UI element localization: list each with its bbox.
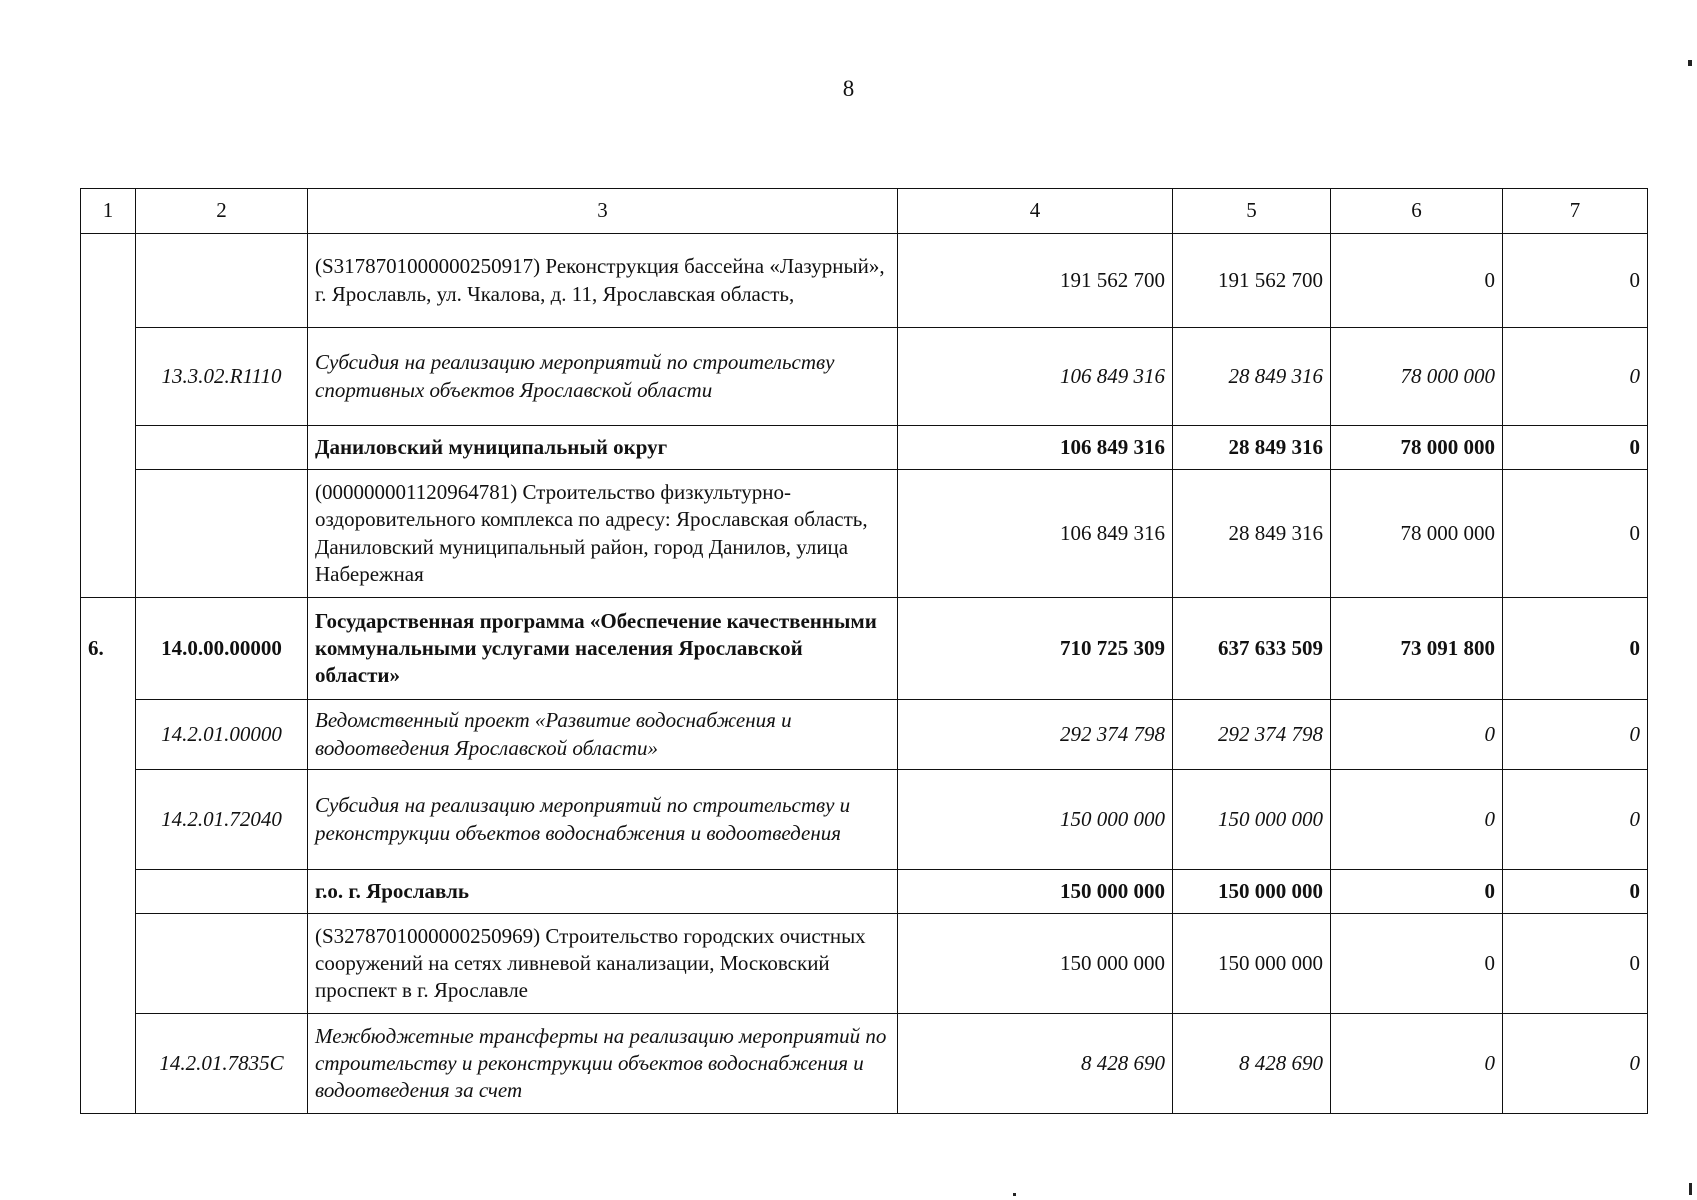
table-row — [81, 426, 1648, 470]
row-index-cell: 6. — [81, 598, 136, 700]
row-code-cell — [136, 870, 308, 914]
header-col-7: 7 — [1503, 189, 1648, 234]
row-col5-cell: 292 374 798 — [1173, 700, 1331, 770]
row-col4-cell: 106 849 316 — [898, 328, 1173, 426]
row-col4-cell: 106 849 316 — [898, 470, 1173, 598]
row-col6-cell: 78 000 000 — [1331, 328, 1503, 426]
table-row — [81, 598, 1648, 700]
header-col-2: 2 — [136, 189, 308, 234]
table-row — [81, 914, 1648, 1014]
row-code-cell: 14.0.00.00000 — [136, 598, 308, 700]
budget-table — [80, 188, 1648, 1114]
row-index-cell — [81, 870, 136, 914]
row-col5-cell: 8 428 690 — [1173, 1014, 1331, 1114]
scan-mark — [1689, 1183, 1692, 1195]
row-index-cell — [81, 914, 136, 1014]
row-col4-cell: 292 374 798 — [898, 700, 1173, 770]
row-code-cell: 14.2.01.00000 — [136, 700, 308, 770]
table-row — [81, 870, 1648, 914]
row-col6-cell: 0 — [1331, 870, 1503, 914]
row-col7-cell: 0 — [1503, 770, 1648, 870]
row-col5-cell: 28 849 316 — [1173, 426, 1331, 470]
row-code-cell: 13.3.02.R1110 — [136, 328, 308, 426]
table-row — [81, 770, 1648, 870]
row-col6-cell: 78 000 000 — [1331, 426, 1503, 470]
row-col6-cell: 0 — [1331, 914, 1503, 1014]
row-col6-cell: 0 — [1331, 1014, 1503, 1114]
row-col6-cell: 0 — [1331, 700, 1503, 770]
row-index-cell — [81, 700, 136, 770]
row-col5-cell: 150 000 000 — [1173, 770, 1331, 870]
scan-mark — [1013, 1193, 1016, 1196]
row-col4-cell: 150 000 000 — [898, 870, 1173, 914]
row-index-cell — [81, 234, 136, 328]
header-col-3: 3 — [308, 189, 898, 234]
row-col7-cell: 0 — [1503, 914, 1648, 1014]
row-col4-cell: 106 849 316 — [898, 426, 1173, 470]
row-name-cell: Государственная программа «Обеспечение качественными коммунальными услугами населения Ярославской области» — [308, 598, 898, 700]
row-col7-cell: 0 — [1503, 700, 1648, 770]
row-col7-cell: 0 — [1503, 234, 1648, 328]
row-col4-cell: 8 428 690 — [898, 1014, 1173, 1114]
table-row — [81, 700, 1648, 770]
row-col5-cell: 191 562 700 — [1173, 234, 1331, 328]
table-row — [81, 1014, 1648, 1114]
row-name-cell: Субсидия на реализацию мероприятий по строительству спортивных объектов Ярославской области — [308, 328, 898, 426]
row-index-cell — [81, 328, 136, 426]
row-name-cell: Ведомственный проект «Развитие водоснабжения и водоотведения Ярославской области» — [308, 700, 898, 770]
row-col7-cell: 0 — [1503, 598, 1648, 700]
row-code-cell: 14.2.01.72040 — [136, 770, 308, 870]
table-row — [81, 328, 1648, 426]
row-name-cell: Даниловский муниципальный округ — [308, 426, 898, 470]
row-col4-cell: 150 000 000 — [898, 770, 1173, 870]
row-col5-cell: 150 000 000 — [1173, 870, 1331, 914]
row-name-cell: Субсидия на реализацию мероприятий по строительству и реконструкции объектов водоснабжения и водоотведения — [308, 770, 898, 870]
header-col-6: 6 — [1331, 189, 1503, 234]
row-name-cell: Межбюджетные трансферты на реализацию мероприятий по строительству и реконструкции объектов водоснабжения и водоотведения за счет — [308, 1014, 898, 1114]
row-name-cell: (S3178701000000250917) Реконструкция бассейна «Лазурный», г. Ярославль, ул. Чкалова, д. 11, Ярославская область, — [308, 234, 898, 328]
row-code-cell — [136, 914, 308, 1014]
row-col6-cell: 73 091 800 — [1331, 598, 1503, 700]
scan-mark — [1688, 60, 1692, 66]
row-name-cell: (000000001120964781) Строительство физкультурно-оздоровительного комплекса по адресу: Ярославская область, Даниловский муниципальный район, город Данилов, улица Набережная — [308, 470, 898, 598]
row-col4-cell: 191 562 700 — [898, 234, 1173, 328]
row-name-cell: (S3278701000000250969) Строительство городских очистных сооружений на сетях ливневой канализации, Московский проспект в г. Ярославле — [308, 914, 898, 1014]
row-index-cell — [81, 470, 136, 598]
page-number: 8 — [842, 76, 855, 101]
row-col5-cell: 28 849 316 — [1173, 470, 1331, 598]
table-row — [81, 234, 1648, 328]
row-index-cell — [81, 1014, 136, 1114]
row-code-cell — [136, 234, 308, 328]
header-col-4: 4 — [898, 189, 1173, 234]
row-col4-cell: 710 725 309 — [898, 598, 1173, 700]
row-code-cell — [136, 426, 308, 470]
row-col6-cell: 0 — [1331, 770, 1503, 870]
header-row — [81, 189, 1648, 234]
row-col5-cell: 150 000 000 — [1173, 914, 1331, 1014]
row-index-cell — [81, 770, 136, 870]
row-col6-cell: 0 — [1331, 234, 1503, 328]
row-col6-cell: 78 000 000 — [1331, 470, 1503, 598]
row-col5-cell: 28 849 316 — [1173, 328, 1331, 426]
row-col5-cell: 637 633 509 — [1173, 598, 1331, 700]
row-code-cell: 14.2.01.7835С — [136, 1014, 308, 1114]
row-col7-cell: 0 — [1503, 1014, 1648, 1114]
table-row — [81, 470, 1648, 598]
row-index-cell — [81, 426, 136, 470]
row-col4-cell: 150 000 000 — [898, 914, 1173, 1014]
row-col7-cell: 0 — [1503, 426, 1648, 470]
header-col-5: 5 — [1173, 189, 1331, 234]
row-col7-cell: 0 — [1503, 328, 1648, 426]
row-col7-cell: 0 — [1503, 870, 1648, 914]
header-col-1: 1 — [81, 189, 136, 234]
row-col7-cell: 0 — [1503, 470, 1648, 598]
row-name-cell: г.о. г. Ярославль — [308, 870, 898, 914]
row-code-cell — [136, 470, 308, 598]
